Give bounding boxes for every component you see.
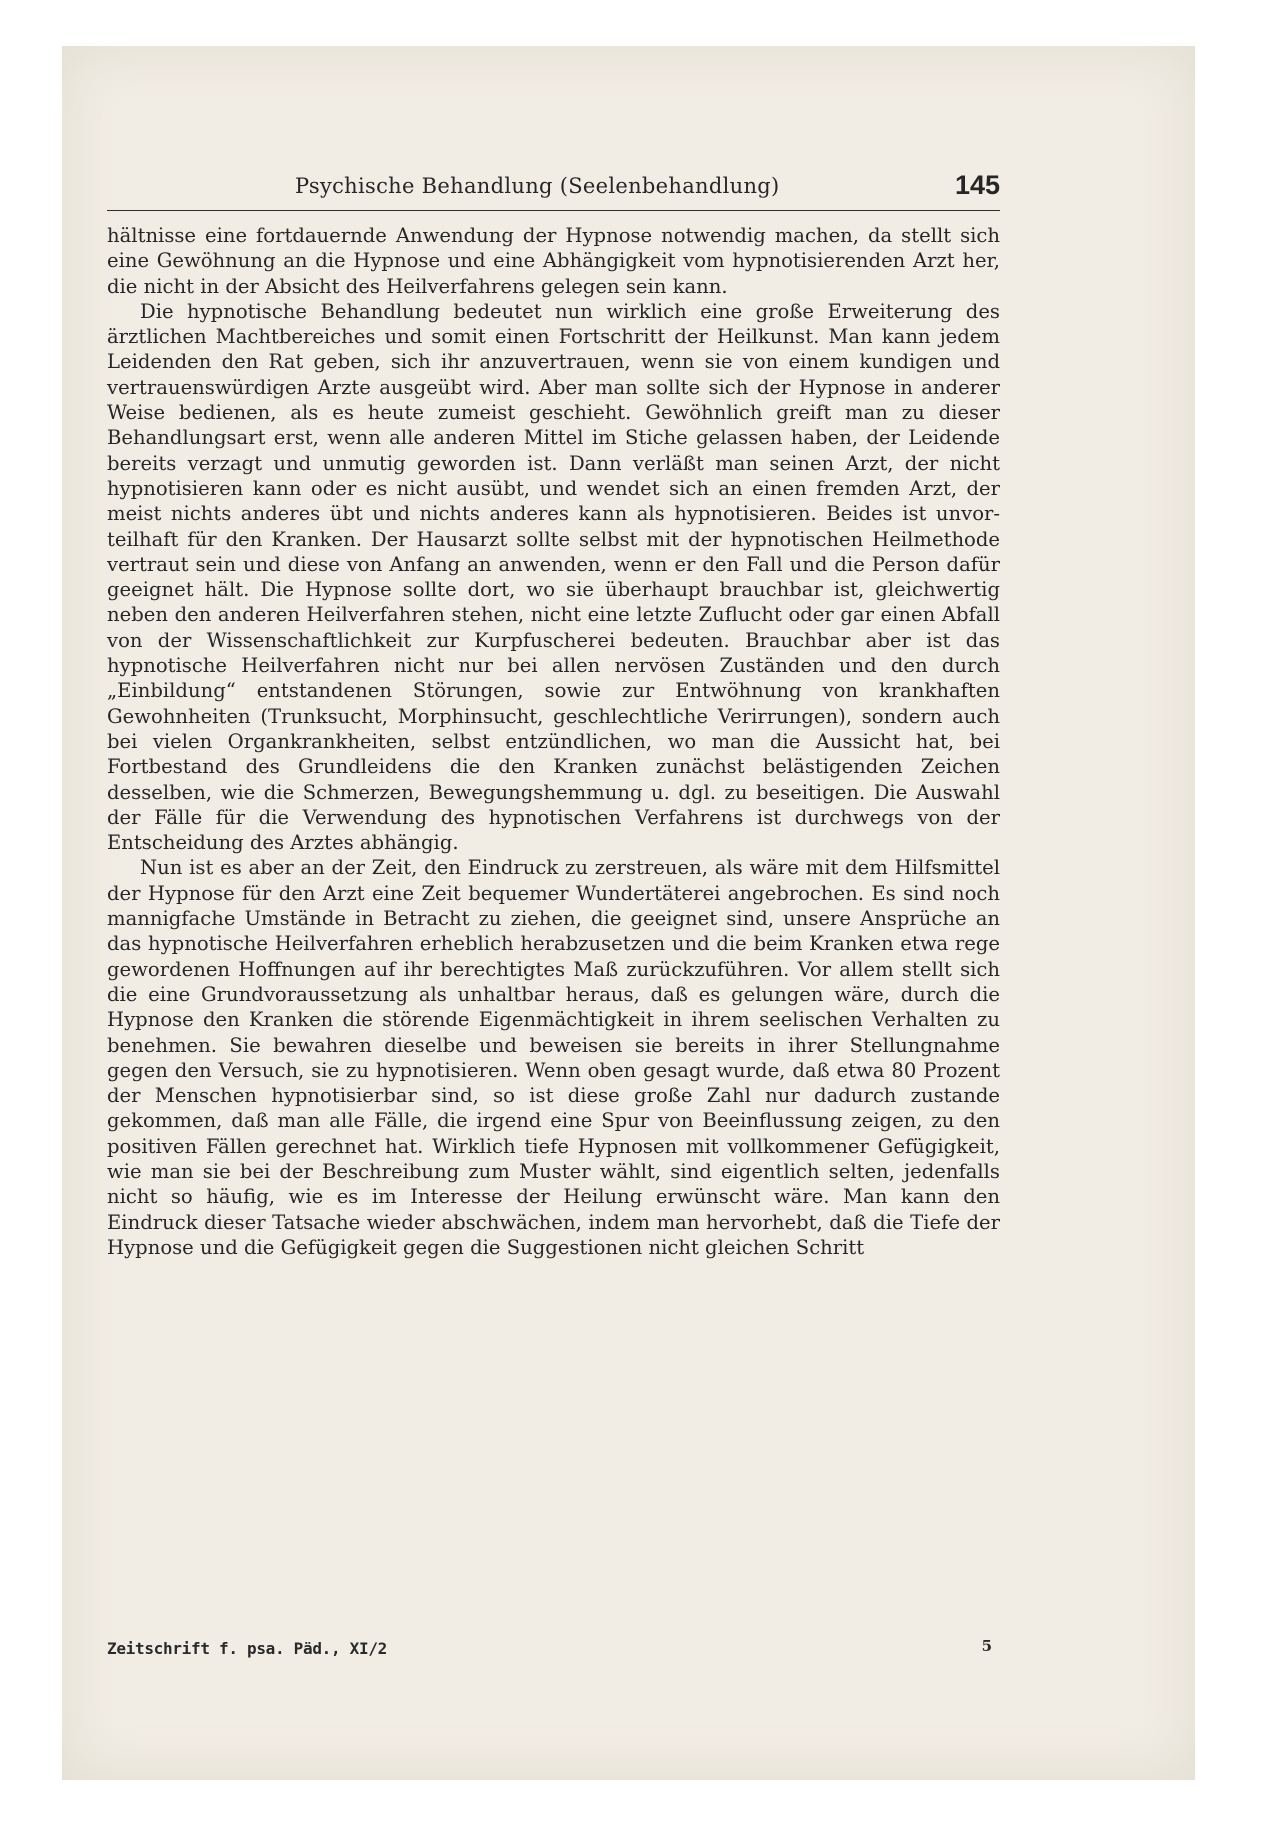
paragraph-continued: hältnisse eine fortdauernde Anwendung der Hypnose notwendig machen, da stellt sich eine Gewöhnung an die Hypnose und eine Abhängigkeit vom hypnotisierenden Arzt her, die nicht in der Absicht des Heilverfahrens gelegen sein kann.	[107, 224, 1000, 298]
paragraph-hypnotic-treatment: Die hypnotische Behandlung bedeutet nun wirklich eine große Erweiterung des ärztlichen Machtbereiches und somit einen Fortschritt der Heilkunst. Man kann jedem Leidenden den Rat geben, sich ihr anzuvertrauen, wenn sie von einem kundigen und vertrauenswürdigen Arzte ausgeübt wird. Aber man sollte sich der Hypnose in anderer Weise bedienen, als es heute zumeist geschieht. Gewöhnlich greift man zu dieser Behandlungsart erst, wenn alle anderen Mittel im Stiche gelassen haben, der Leidende bereits verzagt und unmutig geworden ist. Dann verläßt man seinen Arzt, der nicht hypnotisieren kann oder es nicht ausübt, und wendet sich an einen fremden Arzt, der meist nichts anderes übt und nichts anderes kann als hypnotisieren. Beides ist unvorteilhaft für den Kranken. Der Hausarzt sollte selbst mit der hypnotischen Heilmethode vertraut sein und diese von Anfang an anwenden, wenn er den Fall und die Person dafür geeignet hält. Die Hypnose sollte dort, wo sie überhaupt brauchbar ist, gleichwertig neben den anderen Heilverfahren stehen, nicht eine letzte Zuflucht oder gar einen Abfall von der Wissenschaftlichkeit zur Kurpfuscherei bedeuten. Brauchbar aber ist das hypnotische Heilverfahren nicht nur bei allen nervösen Zuständen und den durch „Einbildung“ entstandenen Störungen, sowie zur Entwöhnung von krankhaften Gewohnheiten (Trunksucht, Morphinsucht, geschlechtliche Verirrungen), sondern auch bei vielen Organkrankheiten, selbst entzündlichen, wo man die Aussicht hat, bei Fortbestand des Grundleidens die den Kranken zunächst belästigenden Zeichen desselben, wie die Schmerzen, Bewegungshemmung u. dgl. zu beseitigen. Die Auswahl der Fälle für die Verwendung des hypnotischen Verfahrens ist durchwegs von der Entscheidung des Arztes abhängig.	[107, 299, 1000, 855]
signature-mark: 5	[981, 1637, 992, 1655]
page-footer	[107, 1639, 1000, 1663]
page-content	[107, 170, 1000, 1260]
page-number: 145	[954, 170, 1000, 200]
paragraph-limitations: Nun ist es aber an der Zeit, den Eindruck zu zerstreuen, als wäre mit dem Hilfsmittel der Hypnose für den Arzt eine Zeit bequemer Wundertäterei angebrochen. Es sind noch mannigfache Umstände in Betracht zu ziehen, die geeignet sind, unsere Ansprüche an das hypnotische Heilverfahren erheblich herabzusetzen und die beim Kranken etwa rege gewordenen Hoffnungen auf ihr berechtigtes Maß zurückzuführen. Vor allem stellt sich die eine Grundvoraussetzung als unhaltbar heraus, daß es gelungen wäre, durch die Hypnose den Kranken die störende Eigenmächtigkeit in ihrem seelischen Verhalten zu benehmen. Sie bewahren dieselbe und beweisen sie bereits in ihrer Stellungnahme gegen den Versuch, sie zu hypnotisieren. Wenn oben gesagt wurde, daß etwa 80 Prozent der Menschen hypnotisierbar sind, so ist diese große Zahl nur dadurch zustande gekommen, daß man alle Fälle, die irgend eine Spur von Beeinflussung zeigen, zu den positiven Fällen gerechnet hat. Wirklich tiefe Hypnosen mit vollkommener Gefügigkeit, wie man sie bei der Beschreibung zum Muster wählt, sind eigentlich selten, jedenfalls nicht so häufig, wie es im Interesse der Heilung erwünscht wäre. Man kann den Eindruck dieser Tatsache wieder abschwächen, indem man hervorhebt, daß die Tiefe der Hypnose und die Gefügigkeit gegen die Suggestionen nicht gleichen Schritt	[107, 856, 1000, 1259]
body-text	[107, 223, 1000, 1260]
footer-source: Zeitschrift f. psa. Päd., XI/2	[107, 1639, 387, 1658]
running-header	[107, 170, 1000, 211]
running-title: Psychische Behandlung (Seelenbehandlung)	[295, 174, 780, 198]
